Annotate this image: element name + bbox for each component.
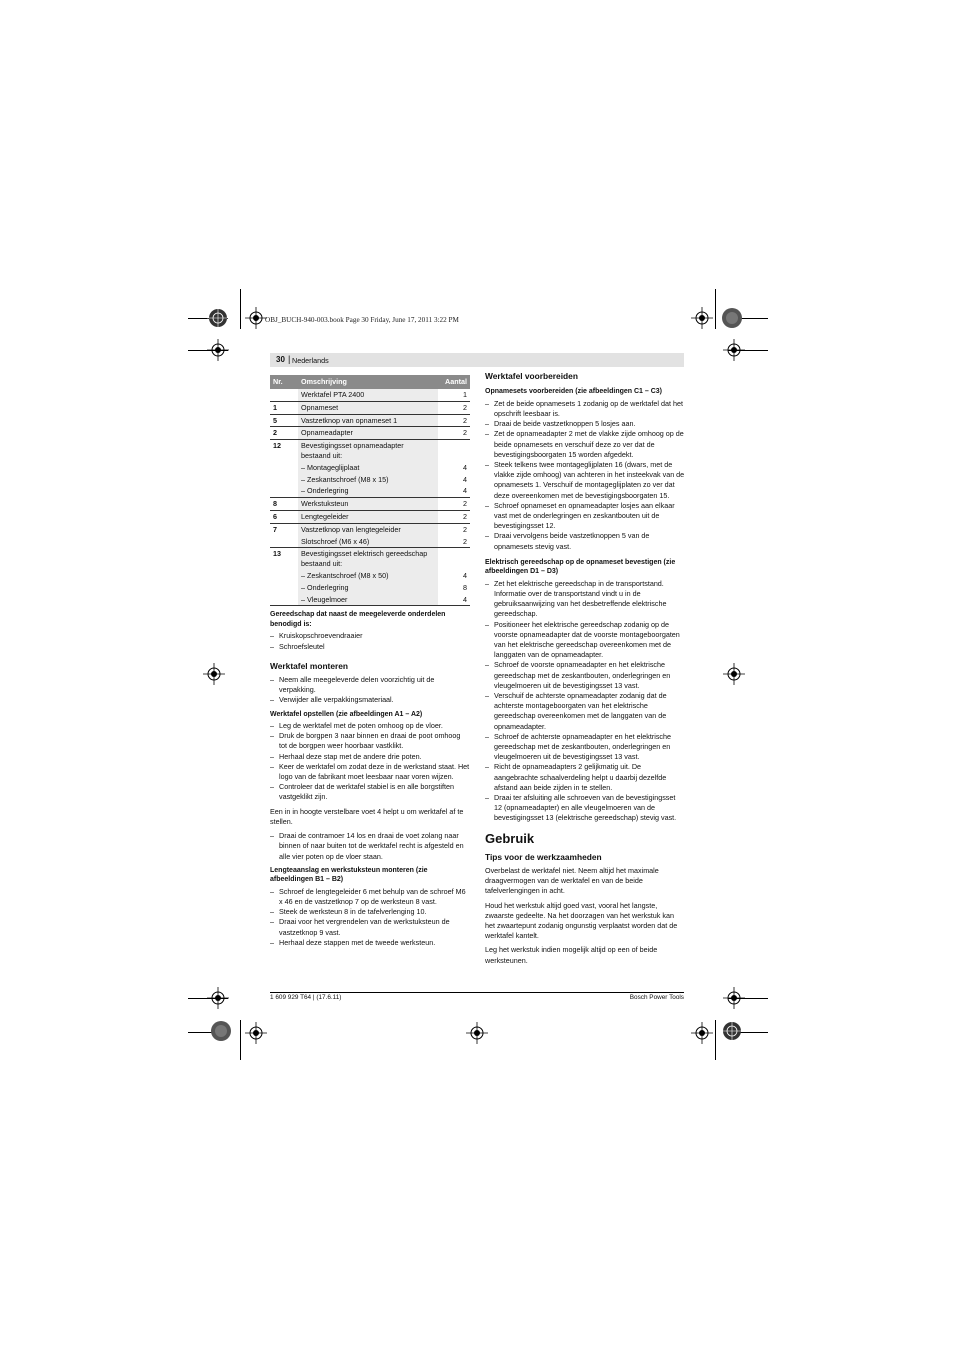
crosshair-mark-icon: [207, 987, 229, 1009]
cell-count: [438, 440, 470, 462]
footer-brand: Bosch Power Tools: [629, 994, 684, 1001]
col-header-desc: Omschrijving: [298, 375, 438, 389]
cell-count: 4: [463, 474, 467, 484]
crosshair-mark-icon: [723, 663, 745, 685]
tips-heading: Tips voor de werkzaamheden: [485, 851, 602, 862]
table-row: [270, 440, 470, 462]
crosshair-mark-icon: [245, 307, 267, 329]
tool-heading: Elektrisch gereedschap op de opnameset bevestigen (zie afbeeldingen D1 – D3): [485, 558, 676, 576]
list-item: – Schroef de lengtegeleider 6 met behulp van de schroef M6 x 46 en de vastzetknop 7 op de werksteun 8 vast.: [270, 887, 470, 907]
footer-code: 1 609 929 T64 | (17.6.11): [270, 994, 342, 1001]
tools-list: [270, 631, 470, 651]
cell-nr: 2: [270, 427, 298, 440]
list-item: – Positioneer het elektrische gereedschap zodanig op de voorste opnameadapter dat de voorste montageboorgaten van het elektrische gereedschap overeenkomen met de langgaten van de opnameadapter.: [485, 620, 685, 661]
cell-nr: [270, 389, 298, 401]
list-item: – Richt de opnameadapters 2 gelijkmatig uit. De aangebrachte schaalverdeling helpt u daarbij dezelfde afstand aan beide zijden in te stellen.: [485, 762, 685, 793]
parts-table-header: [270, 375, 470, 389]
list-item: – Draai ter afsluiting alle schroeven van de bevestigingsset 12 (opnameadapter) en alle vleugelmoeren van de bevestigingsset 13 (elektrische gereedschap) stevig vast.: [485, 793, 685, 824]
registration-mark-icon: [721, 307, 743, 329]
list-item: – Schroefsleutel: [270, 642, 470, 652]
table-row: [270, 389, 470, 401]
cell-desc: Lengtegeleider: [298, 510, 438, 523]
cell-count: 1: [463, 390, 467, 399]
list-item: – Herhaal deze stap met de andere drie poten.: [270, 752, 470, 762]
cell-desc: Werktafel PTA 2400: [298, 389, 438, 401]
setup-heading: Werktafel opstellen (zie afbeeldingen A1 – A2): [270, 710, 423, 718]
cell-count: 2: [438, 401, 470, 414]
table-row: [270, 594, 470, 606]
page-number: 30: [276, 355, 285, 364]
cell-desc: Vastzetknop van lengtegeleider: [298, 523, 438, 535]
list-item: – Leg de werktafel met de poten omhoog op de vloer.: [270, 721, 470, 731]
right-column: [485, 371, 685, 970]
list-item: – Zet de opnameadapter 2 met de vlakke zijde omhoog op de beide opnamesets en verschuif deze zo ver dat de bevestigingsboorgaten 15 worden afgedekt.: [485, 429, 685, 460]
cell-nr: [270, 462, 298, 474]
table-row: [270, 485, 470, 497]
cell-nr: [270, 570, 298, 582]
tip-paragraph: Overbelast de werktafel niet. Neem altijd het maximale draagvermogen van de werktafel en van de beide tafelverlengingen in acht.: [485, 866, 659, 896]
cell-nr: [270, 485, 298, 497]
use-heading: Gebruik: [485, 830, 535, 846]
registration-mark-icon: [210, 1020, 232, 1042]
parts-table: [270, 375, 470, 606]
list-item: – Druk de borgpen 3 naar binnen en draai de poot omhoog tot de borgpen weer hoorbaar vastklikt.: [270, 731, 470, 751]
list-item: – Zet de beide opnamesets 1 zodanig op de werktafel dat het opschrift leesbaar is.: [485, 399, 685, 419]
cell-nr: [270, 582, 298, 594]
col-header-count: Aantal: [438, 375, 470, 389]
cell-desc: – Zeskantschroef (M8 x 50): [298, 570, 438, 582]
cell-count: [438, 548, 470, 570]
list-item: – Zet het elektrische gereedschap in de transportstand. Informatie over de transportstand vindt u in de gebruiksaanwijzing van het desbetreffende elektrische gereedschap.: [485, 579, 685, 620]
cell-desc: Opnameset: [298, 401, 438, 414]
cell-nr: [270, 536, 298, 548]
cell-count: 8: [463, 582, 467, 592]
cell-desc: – Zeskantschroef (M8 x 15): [298, 474, 438, 486]
setup-list: [270, 721, 470, 803]
crosshair-mark-icon: [466, 1022, 488, 1044]
cell-nr: 8: [270, 498, 298, 511]
cell-desc: – Vleugelmoer: [298, 594, 438, 606]
list-item: – Keer de werktafel om zodat deze in de werkstand staat. Het logo van de fabrikant moet leesbaar naar voren wijzen.: [270, 762, 470, 782]
cell-count: 4: [463, 486, 467, 496]
cell-count: 2: [438, 414, 470, 427]
list-item: – Draai voor het vergrendelen van de werkstuksteun de vastzetknop 9 vast.: [270, 917, 470, 937]
cell-desc: Vastzetknop van opnameset 1: [298, 414, 438, 427]
guide-heading: Lengteaanslag en werkstuksteun monteren (zie afbeeldingen B1 – B2): [270, 866, 428, 884]
list-item: – Verwijder alle verpakkingsmateriaal.: [270, 695, 470, 705]
cell-desc: Werkstuksteun: [298, 498, 438, 511]
list-item: – Verschuif de achterste opnameadapter zodanig dat de achterste montageboorgaten van het elektrische gereedschap overeenkomen met de langgaten van de opnameadapter.: [485, 691, 685, 732]
cell-count: 4: [463, 462, 467, 472]
crosshair-mark-icon: [203, 663, 225, 685]
mount-heading: Werktafel monteren: [270, 660, 349, 671]
cell-desc: – Montageglijplaat: [298, 462, 438, 474]
table-row: [270, 510, 470, 523]
list-item: – Steek de werksteun 8 in de tafelverlenging 10.: [270, 907, 470, 917]
crosshair-mark-icon: [723, 987, 745, 1009]
crosshair-mark-icon: [691, 1022, 713, 1044]
sets-heading: Opnamesets voorbereiden (zie afbeeldingen C1 – C3): [485, 388, 662, 396]
foot-list: [270, 831, 470, 862]
table-row: [270, 548, 470, 570]
prep-heading: Werktafel voorbereiden: [485, 371, 578, 381]
list-item: – Herhaal deze stappen met de tweede werksteun.: [270, 938, 470, 948]
list-item: – Draai de contramoer 14 los en draai de voet zolang naar binnen of naar buiten tot de werktafel recht is afgesteld en alle vier poten op de vloer staan.: [270, 831, 470, 862]
list-item: – Schroef de achterste opnameadapter en het elektrische gereedschap met de zeskantbouten, onderlegringen en vleugelmoeren uit de bevestigingsset 13 vast.: [485, 732, 685, 763]
crosshair-mark-icon: [691, 307, 713, 329]
tips-paragraphs: [485, 866, 685, 966]
page-header: [270, 353, 684, 367]
cell-desc: Slotschroef (M6 x 46): [298, 536, 438, 548]
list-item: – Controleer dat de werktafel stabiel is en alle borgstiften vastgeklikt zijn.: [270, 782, 470, 802]
list-item: – Neem alle meegeleverde delen voorzichtig uit de verpakking.: [270, 675, 470, 695]
guide-list: [270, 887, 470, 948]
header-language: Nederlands: [292, 355, 329, 365]
registration-mark-icon: [721, 1020, 743, 1042]
table-row: [270, 523, 470, 535]
table-row: [270, 582, 470, 594]
cell-nr: [270, 594, 298, 606]
tool-list: [485, 579, 685, 824]
tools-heading: Gereedschap dat naast de meegeleverde onderdelen benodigd is:: [270, 611, 446, 628]
cell-count: 4: [463, 570, 467, 580]
table-row: [270, 427, 470, 440]
list-item: – Draai de beide vastzetknoppen 5 losjes aan.: [485, 419, 685, 429]
cell-nr: 1: [270, 401, 298, 414]
sets-list: [485, 399, 685, 552]
cell-count: 2: [438, 523, 470, 535]
footer-rule: [270, 992, 684, 993]
header-separator: |: [288, 354, 291, 364]
cell-count: 2: [438, 510, 470, 523]
table-row: [270, 401, 470, 414]
foot-paragraph: Een in in hoogte verstelbare voet 4 helpt u om werktafel af te stellen.: [270, 806, 464, 826]
mount-list: [270, 675, 470, 706]
list-item: – Kruiskopschroevendraaier: [270, 631, 470, 641]
print-slug: OBJ_BUCH-940-003.book Page 30 Friday, June 17, 2011 3:22 PM: [265, 316, 459, 324]
cell-nr: [270, 474, 298, 486]
table-row: [270, 498, 470, 511]
table-row: [270, 570, 470, 582]
cell-nr: 13: [270, 548, 298, 570]
cell-desc: – Onderlegring: [298, 485, 438, 497]
tip-paragraph: Leg het werkstuk indien mogelijk altijd op een of beide werksteunen.: [485, 945, 658, 965]
cell-nr: 5: [270, 414, 298, 427]
cell-count: 2: [438, 427, 470, 440]
list-item: – Draai vervolgens beide vastzetknoppen 5 van de opnamesets stevig vast.: [485, 531, 685, 551]
table-row: [270, 474, 470, 486]
list-item: – Schroef opnameset en opnameadapter losjes aan elkaar vast met de onderlegringen en zeskantbouten uit de bevestigingsset 12.: [485, 501, 685, 532]
crosshair-mark-icon: [245, 1022, 267, 1044]
cell-nr: 7: [270, 523, 298, 535]
parts-table-body: [270, 389, 470, 606]
crosshair-mark-icon: [207, 339, 229, 361]
col-header-nr: Nr.: [270, 375, 298, 389]
cell-desc: Bevestigingsset opnameadapter bestaand uit:: [298, 440, 438, 462]
cell-nr: 6: [270, 510, 298, 523]
registration-mark-icon: [207, 307, 229, 329]
tip-paragraph: Houd het werkstuk altijd goed vast, vooral het langste, zwaarste gedeelte. Na het doorzagen van het werkstuk kan het zwaartepunt zodanig ongunstig verplaatst worden dat de werktafel kantelt.: [485, 900, 678, 941]
table-row: [270, 536, 470, 548]
cell-desc: – Onderlegring: [298, 582, 438, 594]
cell-count: 4: [438, 594, 470, 606]
table-row: [270, 462, 470, 474]
crosshair-mark-icon: [723, 339, 745, 361]
list-item: – Schroef de voorste opnameadapter en het elektrische gereedschap met de zeskantbouten, onderlegringen en vleugelmoeren uit de bevestigingsset 13 vast.: [485, 660, 685, 691]
cell-nr: 12: [270, 440, 298, 462]
cell-desc: Opnameadapter: [298, 427, 438, 440]
table-row: [270, 414, 470, 427]
left-column: [270, 375, 470, 952]
cell-desc: Bevestigingsset elektrisch gereedschap bestaand uit:: [298, 548, 438, 570]
cell-count: 2: [438, 498, 470, 511]
list-item: – Steek telkens twee montageglijplaten 16 (dwars, met de vlakke zijde omhoog) van achteren in het insteekvak van de opnamesets 1. Verschuif de montageglijplaten zo ver dat deze overeenkomen met de bevestigingsboorgaten 15.: [485, 460, 685, 501]
cell-count: 2: [463, 536, 467, 546]
